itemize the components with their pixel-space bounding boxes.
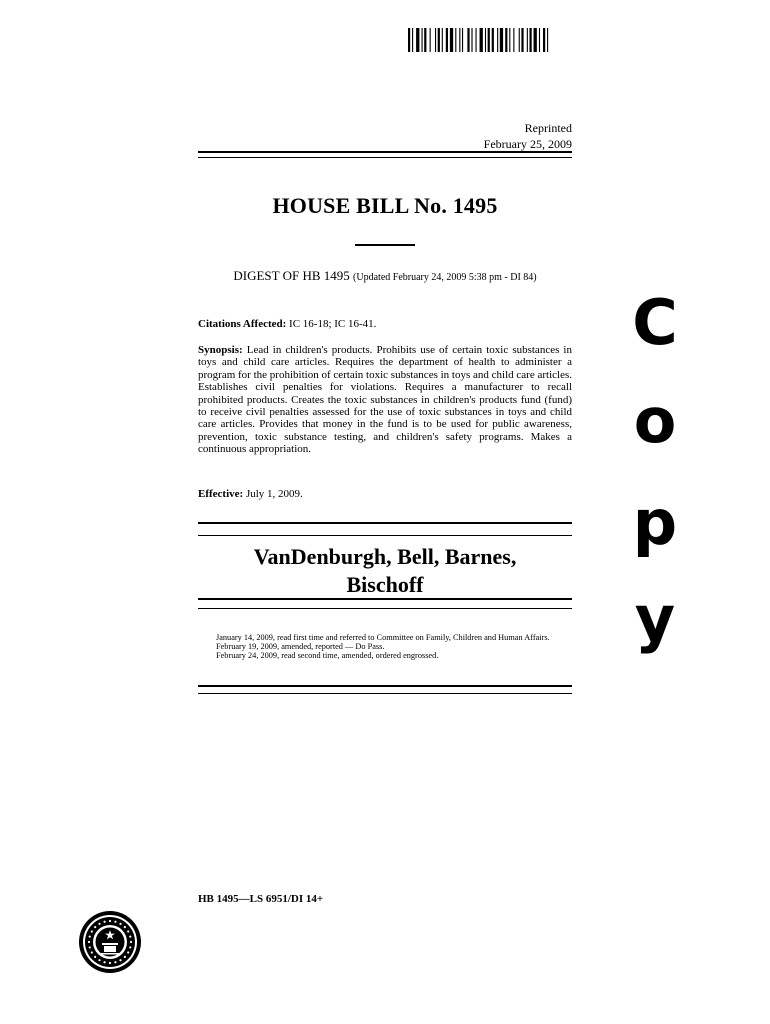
- digest-heading: [198, 268, 572, 284]
- citations-paragraph: [198, 318, 572, 330]
- history-rule-top: [198, 685, 572, 687]
- copy-watermark-letter: C: [632, 286, 678, 359]
- bill-identifier: HB 1495—LS 6951/DI 14+: [198, 893, 324, 905]
- citations-text: IC 16-18; IC 16-41.: [289, 318, 377, 330]
- sponsors-rule-bottom: [198, 598, 572, 600]
- citations-label: Citations Affected:: [198, 318, 287, 330]
- sponsors-rule-top: [198, 522, 572, 524]
- sponsors-rule-bottom-thin: [198, 608, 572, 609]
- state-seal-icon: [78, 910, 142, 974]
- header-rule-bottom: [198, 157, 572, 158]
- history-rule-bottom: [198, 693, 572, 694]
- effective-paragraph: [198, 488, 572, 500]
- sponsors-line-1: VanDenburgh, Bell, Barnes,: [253, 544, 517, 569]
- legislative-history: [198, 633, 572, 661]
- copy-watermark-letter: y: [634, 582, 676, 655]
- sponsors-block: [198, 543, 572, 599]
- barcode-icon: [408, 28, 590, 52]
- copy-watermark-letter: p: [632, 486, 678, 559]
- synopsis-text: Lead in children's products. Prohibits use of certain toxic substances in toys and child care articles. Requires the department of health to administer a program for the prohibition of certain toxic substances in toys and child care articles. Establishes civil penalties for violations. Requires a manufacturer to recall prohibited products. Creates the toxic substances in children's products fund (fund) to receive civil penalties assessed for the use of toxic substances in toys and child care articles. Provides that money in the fund is to be used for public awareness, prevention, toxic substance testing, and children's safety programs. Makes a continuous appropriation.: [198, 344, 572, 456]
- header-rule-top: [198, 151, 572, 153]
- reprint-label: Reprinted: [524, 121, 572, 135]
- history-entry: January 14, 2009, read first time and referred to Committee on Family, Children and Human Affairs.: [216, 633, 550, 642]
- effective-text: July 1, 2009.: [245, 488, 303, 500]
- bill-title: HOUSE BILL No. 1495: [272, 193, 498, 218]
- effective-label: Effective:: [198, 488, 244, 500]
- history-entry: February 24, 2009, read second time, amended, ordered engrossed.: [216, 651, 439, 661]
- digest-main: DIGEST OF HB 1495: [233, 268, 350, 283]
- reprint-date: February 25, 2009: [483, 137, 572, 151]
- sponsors-line-2: Bischoff: [346, 572, 424, 597]
- synopsis-label: Synopsis:: [198, 344, 243, 356]
- digest-updated: (Updated February 24, 2009 5:38 pm - DI 84): [353, 272, 537, 283]
- title-divider: [355, 244, 415, 246]
- copy-watermark-letter: o: [633, 384, 677, 457]
- sponsors-rule-top-thin: [198, 535, 572, 536]
- history-entry: February 19, 2009, amended, reported — Do Pass.: [216, 642, 385, 652]
- synopsis-paragraph: [198, 344, 572, 456]
